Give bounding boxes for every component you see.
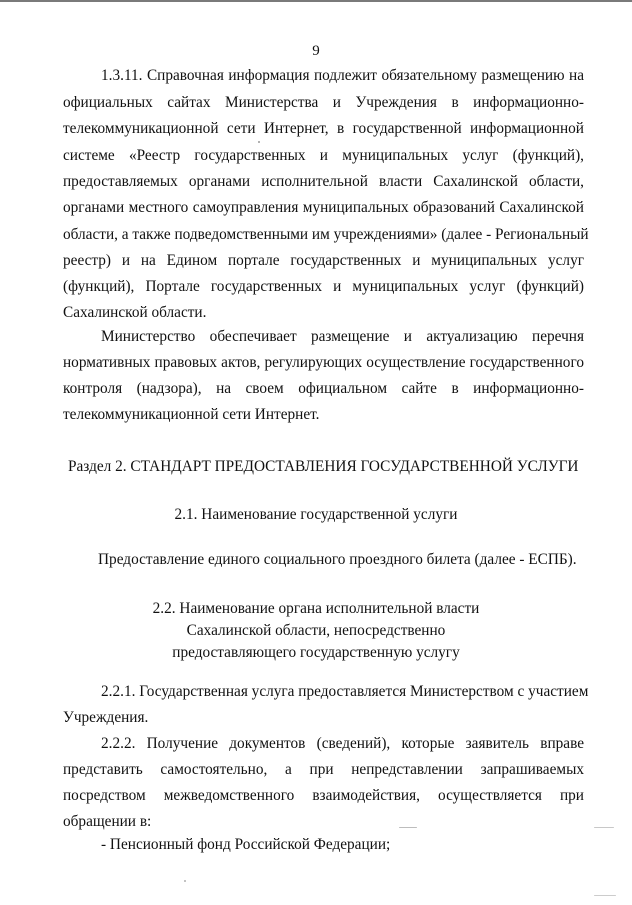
- scan-speck: [594, 827, 614, 828]
- paragraph-ministry-line: Министерство обеспечивает размещение и актуализацию перечня: [101, 328, 584, 345]
- scan-speck: [258, 141, 260, 143]
- subsection-2-2-heading-line: Сахалинской области, непосредственно: [186, 622, 446, 639]
- paragraph-2-2-2-line: представить самостоятельно, а при непредставлении запрашиваемых: [63, 761, 584, 778]
- service-name: Предоставление единого социального проездного билета (далее - ЕСПБ).: [98, 551, 577, 568]
- paragraph-1-3-11-line: телекоммуникационной сети Интернет, в государственной информационной: [63, 120, 584, 137]
- paragraph-1-3-11-line: предоставляемых органами исполнительной власти Сахалинской области,: [63, 173, 584, 190]
- paragraph-1-3-11-line: органами местного самоуправления муниципальных образований Сахалинской: [63, 199, 584, 216]
- scan-speck: [399, 827, 417, 828]
- subsection-2-2-heading-line: 2.2. Наименование органа исполнительной власти: [152, 600, 480, 617]
- paragraph-1-3-11-line: официальных сайтах Министерства и Учреждения в информационно-: [63, 94, 584, 111]
- paragraph-2-2-2-line: 2.2.2. Получение документов (сведений), которые заявитель вправе: [101, 735, 584, 752]
- paragraph-2-2-1-line: Учреждения.: [63, 709, 149, 726]
- section-heading: Раздел 2. СТАНДАРТ ПРЕДОСТАВЛЕНИЯ ГОСУДАРСТВЕННОЙ УСЛУГИ: [68, 458, 579, 475]
- paragraph-2-2-2-line: обращении в:: [63, 813, 152, 830]
- page-number: 9: [312, 43, 320, 59]
- paragraph-2-2-1-line: 2.2.1. Государственная услуга предоставляется Министерством с участием: [101, 683, 589, 700]
- paragraph-1-3-11-line: 1.3.11. Справочная информация подлежит обязательному размещению на: [101, 67, 584, 84]
- scan-speck: [184, 880, 186, 882]
- paragraph-ministry-line: контроля (надзора), на своем официальном сайте в информационно-: [63, 380, 584, 397]
- subsection-2-2-heading-line: предоставляющего государственную услугу: [172, 644, 460, 661]
- paragraph-ministry-line: телекоммуникационной сети Интернет.: [63, 406, 320, 423]
- paragraph-1-3-11-line: реестр) и на Едином портале государственных и муниципальных услуг: [63, 252, 584, 269]
- list-item: - Пенсионный фонд Российской Федерации;: [101, 836, 391, 853]
- scan-speck: [594, 895, 616, 896]
- paragraph-1-3-11-line: системе «Реестр государственных и муниципальных услуг (функций),: [63, 147, 584, 164]
- paragraph-1-3-11-line: (функций), Порталe государственных и муниципальных услуг (функций): [63, 278, 584, 295]
- paragraph-2-2-2-line: посредством межведомственного взаимодействия, осуществляется при: [63, 787, 584, 804]
- paragraph-ministry-line: нормативных правовых актов, регулирующих осуществление государственного: [63, 354, 584, 371]
- paragraph-1-3-11-line: Сахалинской области.: [63, 304, 207, 321]
- subsection-2-1-heading: 2.1. Наименование государственной услуги: [174, 506, 458, 523]
- paragraph-1-3-11-line: области, а также подведомственными им учреждениями» (далее - Региональный: [63, 226, 589, 243]
- top-scan-border: [0, 0, 632, 2]
